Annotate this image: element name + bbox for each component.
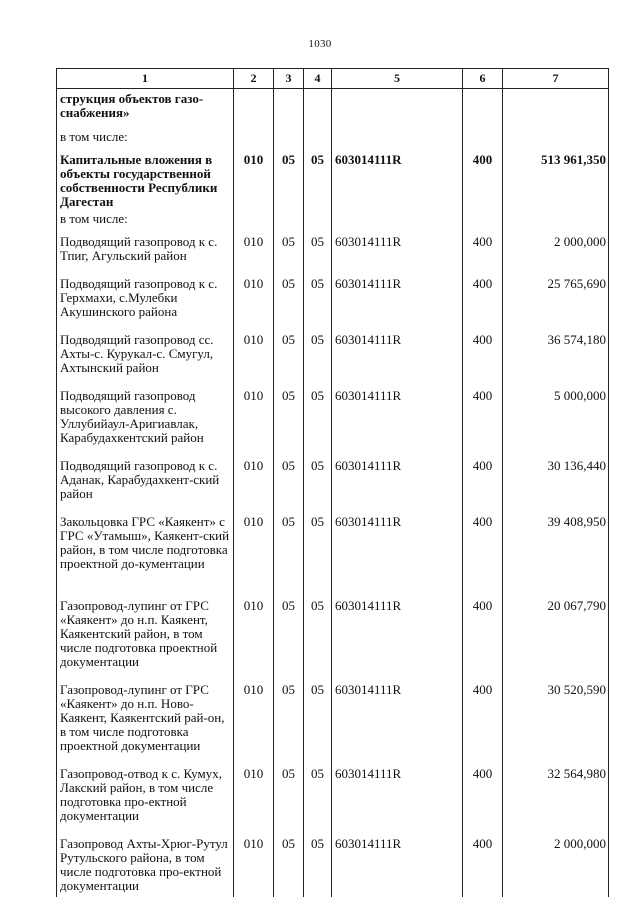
table-header-row [57,69,609,89]
subsection-code: 05 [304,380,332,450]
subsection-code: 05 [304,828,332,897]
subsection-code: 05 [304,506,332,590]
expense-type [463,89,503,125]
item-name: Газопровод-лупинг от ГРС «Каякент» до н.п. Ново-Каякент, Каякентский рай-он, в том числе подготовка проектной документации [57,674,234,758]
target-code [332,89,463,125]
expense-type [463,124,503,144]
target-code: 603014111R [332,758,463,828]
amount: 5 000,000 [503,380,609,450]
target-code: 603014111R [332,590,463,674]
ministry-code: 010 [234,450,274,506]
table-row [57,268,609,324]
item-name: Подводящий газопровод высокого давления с. Уллубийаул-Аригиавлак, Карабудахкентский район [57,380,234,450]
table-row [57,324,609,380]
section-code: 05 [274,144,304,211]
target-code [332,211,463,226]
subsection-code: 05 [304,674,332,758]
ministry-code: 010 [234,268,274,324]
page-number: 1030 [308,38,332,50]
target-code [332,124,463,144]
target-code: 603014111R [332,674,463,758]
table-row [57,758,609,828]
item-name: Газопровод-отвод к с. Кумух, Лакский район, в том числе подготовка про-ектной документации [57,758,234,828]
column-header: 4 [304,69,332,89]
amount: 32 564,980 [503,758,609,828]
amount [503,211,609,226]
target-code: 603014111R [332,450,463,506]
subsection-code [304,124,332,144]
target-code: 603014111R [332,268,463,324]
subsection-code [304,89,332,125]
subsection-code: 05 [304,450,332,506]
amount: 30 136,440 [503,450,609,506]
subsection-code: 05 [304,268,332,324]
column-header: 2 [234,69,274,89]
amount: 39 408,950 [503,506,609,590]
target-code: 603014111R [332,144,463,211]
item-name: Подводящий газопровод сс. Ахты-с. Курукал-с. Смугул, Ахтынский район [57,324,234,380]
target-code: 603014111R [332,226,463,268]
ministry-code: 010 [234,758,274,828]
amount [503,89,609,125]
expense-type: 400 [463,590,503,674]
ministry-code: 010 [234,226,274,268]
column-header: 6 [463,69,503,89]
item-name: Капитальные вложения в объекты государственной собственности Республики Дагестан [57,144,234,211]
expense-type: 400 [463,828,503,897]
section-code: 05 [274,506,304,590]
item-name: в том числе: [57,211,234,226]
item-name: Газопровод-лупинг от ГРС «Каякент» до н.п. Каякент, Каякентский район, в том числе подготовка проектной документации [57,590,234,674]
item-name: Подводящий газопровод к с. Герхмахи, с.Мулебки Акушинского района [57,268,234,324]
budget-table [56,68,609,897]
expense-type: 400 [463,380,503,450]
expense-type: 400 [463,506,503,590]
section-code: 05 [274,324,304,380]
ministry-code [234,89,274,125]
section-code: 05 [274,268,304,324]
item-name: Подводящий газопровод к с. Аданак, Карабудахкент-ский район [57,450,234,506]
expense-type: 400 [463,450,503,506]
subsection-code [304,211,332,226]
amount [503,124,609,144]
target-code: 603014111R [332,380,463,450]
table-row [57,450,609,506]
ministry-code [234,124,274,144]
expense-type: 400 [463,226,503,268]
subsection-code: 05 [304,590,332,674]
item-name: Подводящий газопровод к с. Тпиг, Агульский район [57,226,234,268]
table-row [57,211,609,226]
amount: 2 000,000 [503,226,609,268]
item-name: Газопровод Ахты-Хрюг-Рутул Рутульского района, в том числе подготовка про-ектной документации [57,828,234,897]
table-row [57,674,609,758]
section-code: 05 [274,758,304,828]
section-code: 05 [274,828,304,897]
subsection-code: 05 [304,758,332,828]
section-code: 05 [274,450,304,506]
amount: 513 961,350 [503,144,609,211]
item-name: в том числе: [57,124,234,144]
target-code: 603014111R [332,828,463,897]
column-header: 1 [57,69,234,89]
amount: 20 067,790 [503,590,609,674]
column-header: 5 [332,69,463,89]
expense-type: 400 [463,144,503,211]
section-code [274,124,304,144]
ministry-code: 010 [234,144,274,211]
target-code: 603014111R [332,506,463,590]
table-row [57,590,609,674]
expense-type: 400 [463,674,503,758]
ministry-code: 010 [234,674,274,758]
table-row [57,506,609,590]
table-row [57,828,609,897]
expense-type: 400 [463,324,503,380]
amount: 30 520,590 [503,674,609,758]
ministry-code: 010 [234,380,274,450]
section-code: 05 [274,674,304,758]
expense-type: 400 [463,268,503,324]
amount: 36 574,180 [503,324,609,380]
amount: 2 000,000 [503,828,609,897]
table-row [57,380,609,450]
section-code: 05 [274,380,304,450]
ministry-code: 010 [234,590,274,674]
subsection-code: 05 [304,324,332,380]
ministry-code [234,211,274,226]
section-code [274,89,304,125]
subsection-code: 05 [304,226,332,268]
amount: 25 765,690 [503,268,609,324]
item-name: струкция объектов газо-снабжения» [57,89,234,125]
item-name: Закольцовка ГРС «Каякент» с ГРС «Утамыш», Каякент-ский район, в том числе подготовка проектной до-кументации [57,506,234,590]
ministry-code: 010 [234,828,274,897]
table-row [57,226,609,268]
table-row [57,144,609,211]
target-code: 603014111R [332,324,463,380]
subsection-code: 05 [304,144,332,211]
section-code [274,211,304,226]
ministry-code: 010 [234,506,274,590]
table-row [57,89,609,125]
section-code: 05 [274,590,304,674]
ministry-code: 010 [234,324,274,380]
section-code: 05 [274,226,304,268]
column-header: 7 [503,69,609,89]
column-header: 3 [274,69,304,89]
table-row [57,124,609,144]
expense-type [463,211,503,226]
expense-type: 400 [463,758,503,828]
